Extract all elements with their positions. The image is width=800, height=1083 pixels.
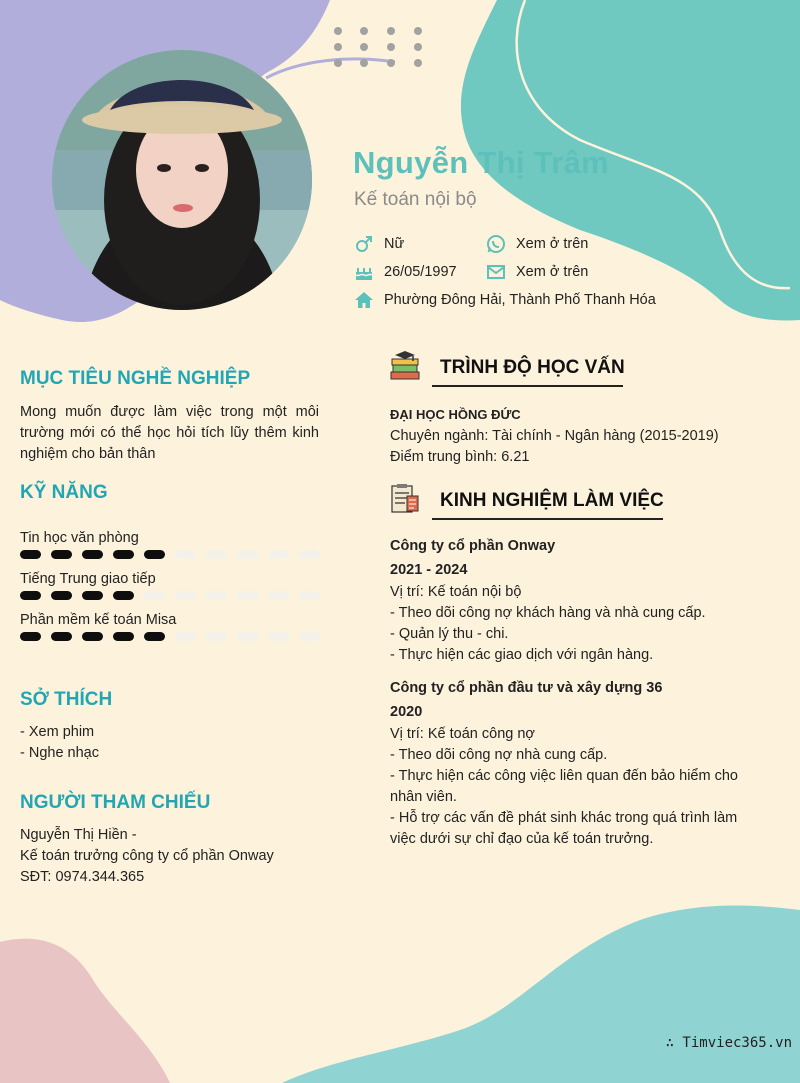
education-gpa: Điểm trung bình: 6.21	[390, 449, 530, 465]
skills-title: KỸ NĂNG	[20, 482, 108, 503]
skill-dot	[206, 591, 227, 600]
home-icon	[354, 290, 374, 310]
skill-bar	[20, 632, 320, 642]
candidate-name: Nguyễn Thị Trâm	[353, 145, 609, 180]
education-underline	[432, 385, 623, 387]
skill-label: Tiếng Trung giao tiếp	[20, 571, 156, 587]
pink-blob	[0, 939, 170, 1083]
skill-dot	[51, 591, 72, 600]
skill-label: Tin học văn phòng	[20, 530, 139, 546]
reference-line: SĐT: 0974.344.365	[20, 869, 145, 885]
experience-title: KINH NGHIỆM LÀM VIỆC	[440, 490, 664, 511]
job-line: Vị trí: Kế toán công nợ	[390, 726, 535, 742]
skill-dot	[113, 591, 134, 600]
gender-row	[354, 234, 404, 254]
skill-dot	[175, 591, 196, 600]
phone-value[interactable]: Xem ở trên	[516, 236, 589, 252]
skill-dot	[82, 550, 103, 559]
address-row	[354, 290, 656, 310]
skill-dot	[20, 550, 41, 559]
skill-bar	[20, 591, 320, 601]
job-period: 2021 - 2024	[390, 562, 468, 578]
skill-dot	[268, 632, 289, 641]
skill-dot	[175, 550, 196, 559]
birthday-row	[354, 262, 457, 282]
email-value[interactable]: Xem ở trên	[516, 264, 589, 280]
skill-bar	[20, 550, 320, 560]
skill-dot	[20, 591, 41, 600]
reference-line: Nguyễn Thị Hiền -	[20, 827, 137, 843]
experience-underline	[432, 518, 663, 520]
phone-row	[486, 234, 588, 254]
skill-dot	[299, 550, 320, 559]
hobby-item: - Xem phim	[20, 724, 95, 740]
reference-title: NGƯỜI THAM CHIẾU	[20, 792, 211, 813]
skill-label: Phần mềm kế toán Misa	[20, 612, 177, 628]
footer-brand[interactable]: ∴ Timviec365.vn	[665, 1035, 792, 1051]
skill-dot	[299, 591, 320, 600]
lavender-line	[266, 59, 395, 78]
mail-icon	[486, 262, 506, 282]
job-title: Kế toán nội bộ	[354, 189, 477, 210]
skill-dot	[237, 550, 258, 559]
education-title: TRÌNH ĐỘ HỌC VẤN	[440, 357, 625, 378]
skill-dot	[206, 550, 227, 559]
skill-dot	[299, 632, 320, 641]
skill-dot	[82, 591, 103, 600]
job-line: - Quản lý thu - chi.	[390, 626, 509, 642]
skill-dot	[268, 591, 289, 600]
skill-dot	[237, 632, 258, 641]
aqua-blob	[282, 906, 800, 1083]
job-line: - Theo dõi công nợ nhà cung cấp.	[390, 747, 608, 763]
books-icon	[389, 350, 421, 382]
objective-text: Mong muốn được làm việc trong một môi trường mới có thể học hỏi tích lũy thêm kinh nghiệm cho bản thân	[20, 404, 319, 462]
school-name: ĐẠI HỌC HỒNG ĐỨC	[390, 407, 521, 422]
birthday-value: 26/05/1997	[384, 264, 457, 280]
email-row	[486, 262, 588, 282]
address-value: Phường Đông Hải, Thành Phố Thanh Hóa	[384, 292, 656, 308]
company-name: Công ty cổ phần đầu tư và xây dựng 36	[390, 680, 663, 696]
gender-value: Nữ	[384, 236, 405, 252]
company-name: Công ty cổ phần Onway	[390, 538, 556, 554]
job-line: - Hỗ trợ các vấn đề phát sinh khác trong quá trình làm việc dưới sự chỉ đạo của kế toán trưởng.	[390, 810, 738, 847]
skill-dot	[113, 632, 134, 641]
skill-dot	[175, 632, 196, 641]
skill-dot	[113, 550, 134, 559]
skill-dot	[144, 591, 165, 600]
job-line: - Thực hiện các giao dịch với ngân hàng.	[390, 647, 654, 663]
job-line: - Theo dõi công nợ khách hàng và nhà cung cấp.	[390, 605, 706, 621]
reference-line: Kế toán trưởng công ty cổ phần Onway	[20, 848, 274, 864]
skill-dot	[144, 550, 165, 559]
job-period: 2020	[390, 704, 423, 720]
job-line: Vị trí: Kế toán nội bộ	[390, 584, 522, 600]
cake-icon	[354, 262, 374, 282]
skill-dot	[82, 632, 103, 641]
skill-dot	[206, 632, 227, 641]
gender-icon	[354, 234, 374, 254]
skill-dot	[237, 591, 258, 600]
education-major: Chuyên ngành: Tài chính - Ngân hàng (2015-2019)	[390, 428, 719, 444]
skill-dot	[51, 550, 72, 559]
whatsapp-icon	[486, 234, 506, 254]
skill-dot	[144, 632, 165, 641]
objective-title: MỤC TIÊU NGHỀ NGHIỆP	[20, 368, 251, 389]
hobbies-title: SỞ THÍCH	[20, 689, 113, 710]
hobby-item: - Nghe nhạc	[20, 745, 99, 761]
profile-photo	[52, 50, 312, 310]
skill-dot	[20, 632, 41, 641]
skill-dot	[268, 550, 289, 559]
work-clipboard-icon	[389, 482, 421, 514]
skill-dot	[51, 632, 72, 641]
job-line: - Thực hiện các công việc liên quan đến bảo hiểm cho nhân viên.	[390, 768, 738, 805]
